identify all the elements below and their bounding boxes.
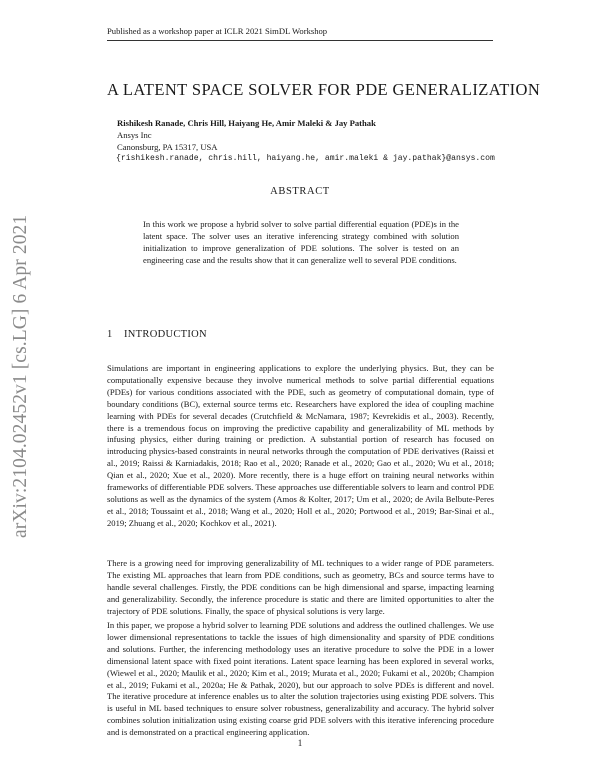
author-affiliation: Ansys Inc: [117, 130, 152, 140]
author-address: Canonsburg, PA 15317, USA: [117, 142, 218, 152]
running-header: Published as a workshop paper at ICLR 2021 SimDL Workshop: [107, 25, 493, 41]
section-heading-introduction: [107, 329, 207, 340]
intro-paragraph-3: In this paper, we propose a hybrid solver to learning PDE solutions and address the outlined challenges. We use lower dimensional representations to tackle the issues of high dimensionality and sparsity of PDE conditions and solutions. Further, the inferencing methodology uses an iterative procedure to solve the PDE in a lower dimensional latent space with fixed point iterations. Latent space learning has been explored in several works, (Wiewel et al., 2020; Maulik et al., 2020; Kim et al., 2019; Murata et al., 2020; Fukami et al., 2020b; Champion et al., 2019; Fukami et al., 2020a; He & Pathak, 2020), but our approach to solve PDEs is different and novel. The iterative procedure at inference enables us to alter the solution trajectories using existing PDE solvers. This is useful in ML based techniques to ensure solver robustness, generalizability and accuracy. The hybrid solver combines solution initialization using existing coarse grid PDE solvers with this iterative inferencing procedure and is demonstrated on a practical engineering application.: [107, 620, 494, 738]
author-emails: {rishikesh.ranade, chris.hill, haiyang.he, amir.maleki & jay.pathak}@ansys.com: [116, 154, 495, 163]
section-title: INTRODUCTION: [124, 329, 207, 340]
arxiv-identifier-stamp: arXiv:2104.02452v1 [cs.LG] 6 Apr 2021: [10, 214, 31, 538]
page-number: 1: [297, 738, 303, 748]
abstract-heading: ABSTRACT: [270, 186, 330, 197]
author-names: Rishikesh Ranade, Chris Hill, Haiyang He, Amir Maleki & Jay Pathak: [117, 118, 376, 128]
paper-title: A LATENT SPACE SOLVER FOR PDE GENERALIZATION: [107, 80, 541, 99]
intro-paragraph-1: Simulations are important in engineering applications to explore the underlying physics. But, they can be computationally expensive because they involve numerical methods to solve partial differential equations (PDEs) for various conditions associated with the PDE, such as geometry of computational domain, type of boundary conditions (BC), external source terms etc. Researchers have explored the idea of coupling machine learning with PDEs for several decades (Crutchfield & McNamara, 1987; Kevrekidis et al., 2003). Recently, there is a tremendous focus on improving the predictive capability and generalizability of ML methods by infusing physics, either during training or prediction. A substantial portion of research has focused on introducing physics-based constraints in neural networks through the computation of PDE derivatives (Raissi et al., 2019; Raissi & Karniadakis, 2018; Rao et al., 2020; Ranade et al., 2020; Gao et al., 2020; Wu et al., 2018; Qian et al., 2020; Xue et al., 2020). More recently, there is a huge effort on training neural networks within frameworks of differentiable PDE solvers. These approaches use differentiable solvers to learn and control PDE solutions as well as the dynamics of the system (Amos & Kolter, 2017; Um et al., 2020; de Avila Belbute-Peres et al., 2018; Toussaint et al., 2018; Wang et al., 2020; Holl et al., 2020; Portwood et al., 2019; Bar-Sinai et al., 2019; Zhuang et al., 2020; Kochkov et al., 2021).: [107, 363, 494, 528]
section-number: 1: [107, 329, 113, 340]
abstract-text: In this work we propose a hybrid solver to solve partial differential equation (PDE)s in the latent space. The solver uses an iterative inferencing strategy combined with solution initialization to improve generalization of PDE solutions. The solver is tested on an engineering case and the results show that it can generalize well to several PDE conditions.: [143, 219, 459, 265]
intro-paragraph-2: There is a growing need for improving generalizability of ML techniques to a wider range of PDE parameters. The existing ML approaches that learn from PDE conditions, such as geometry, BCs and source terms have to handle several challenges. Firstly, the PDE conditions can be high dimensional and sparse, impacting learning and generalizability. Secondly, the inference procedure is static and there are limited opportunities to alter the trajectory of PDE solutions. Finally, the space of physical solutions is very large.: [107, 558, 494, 616]
